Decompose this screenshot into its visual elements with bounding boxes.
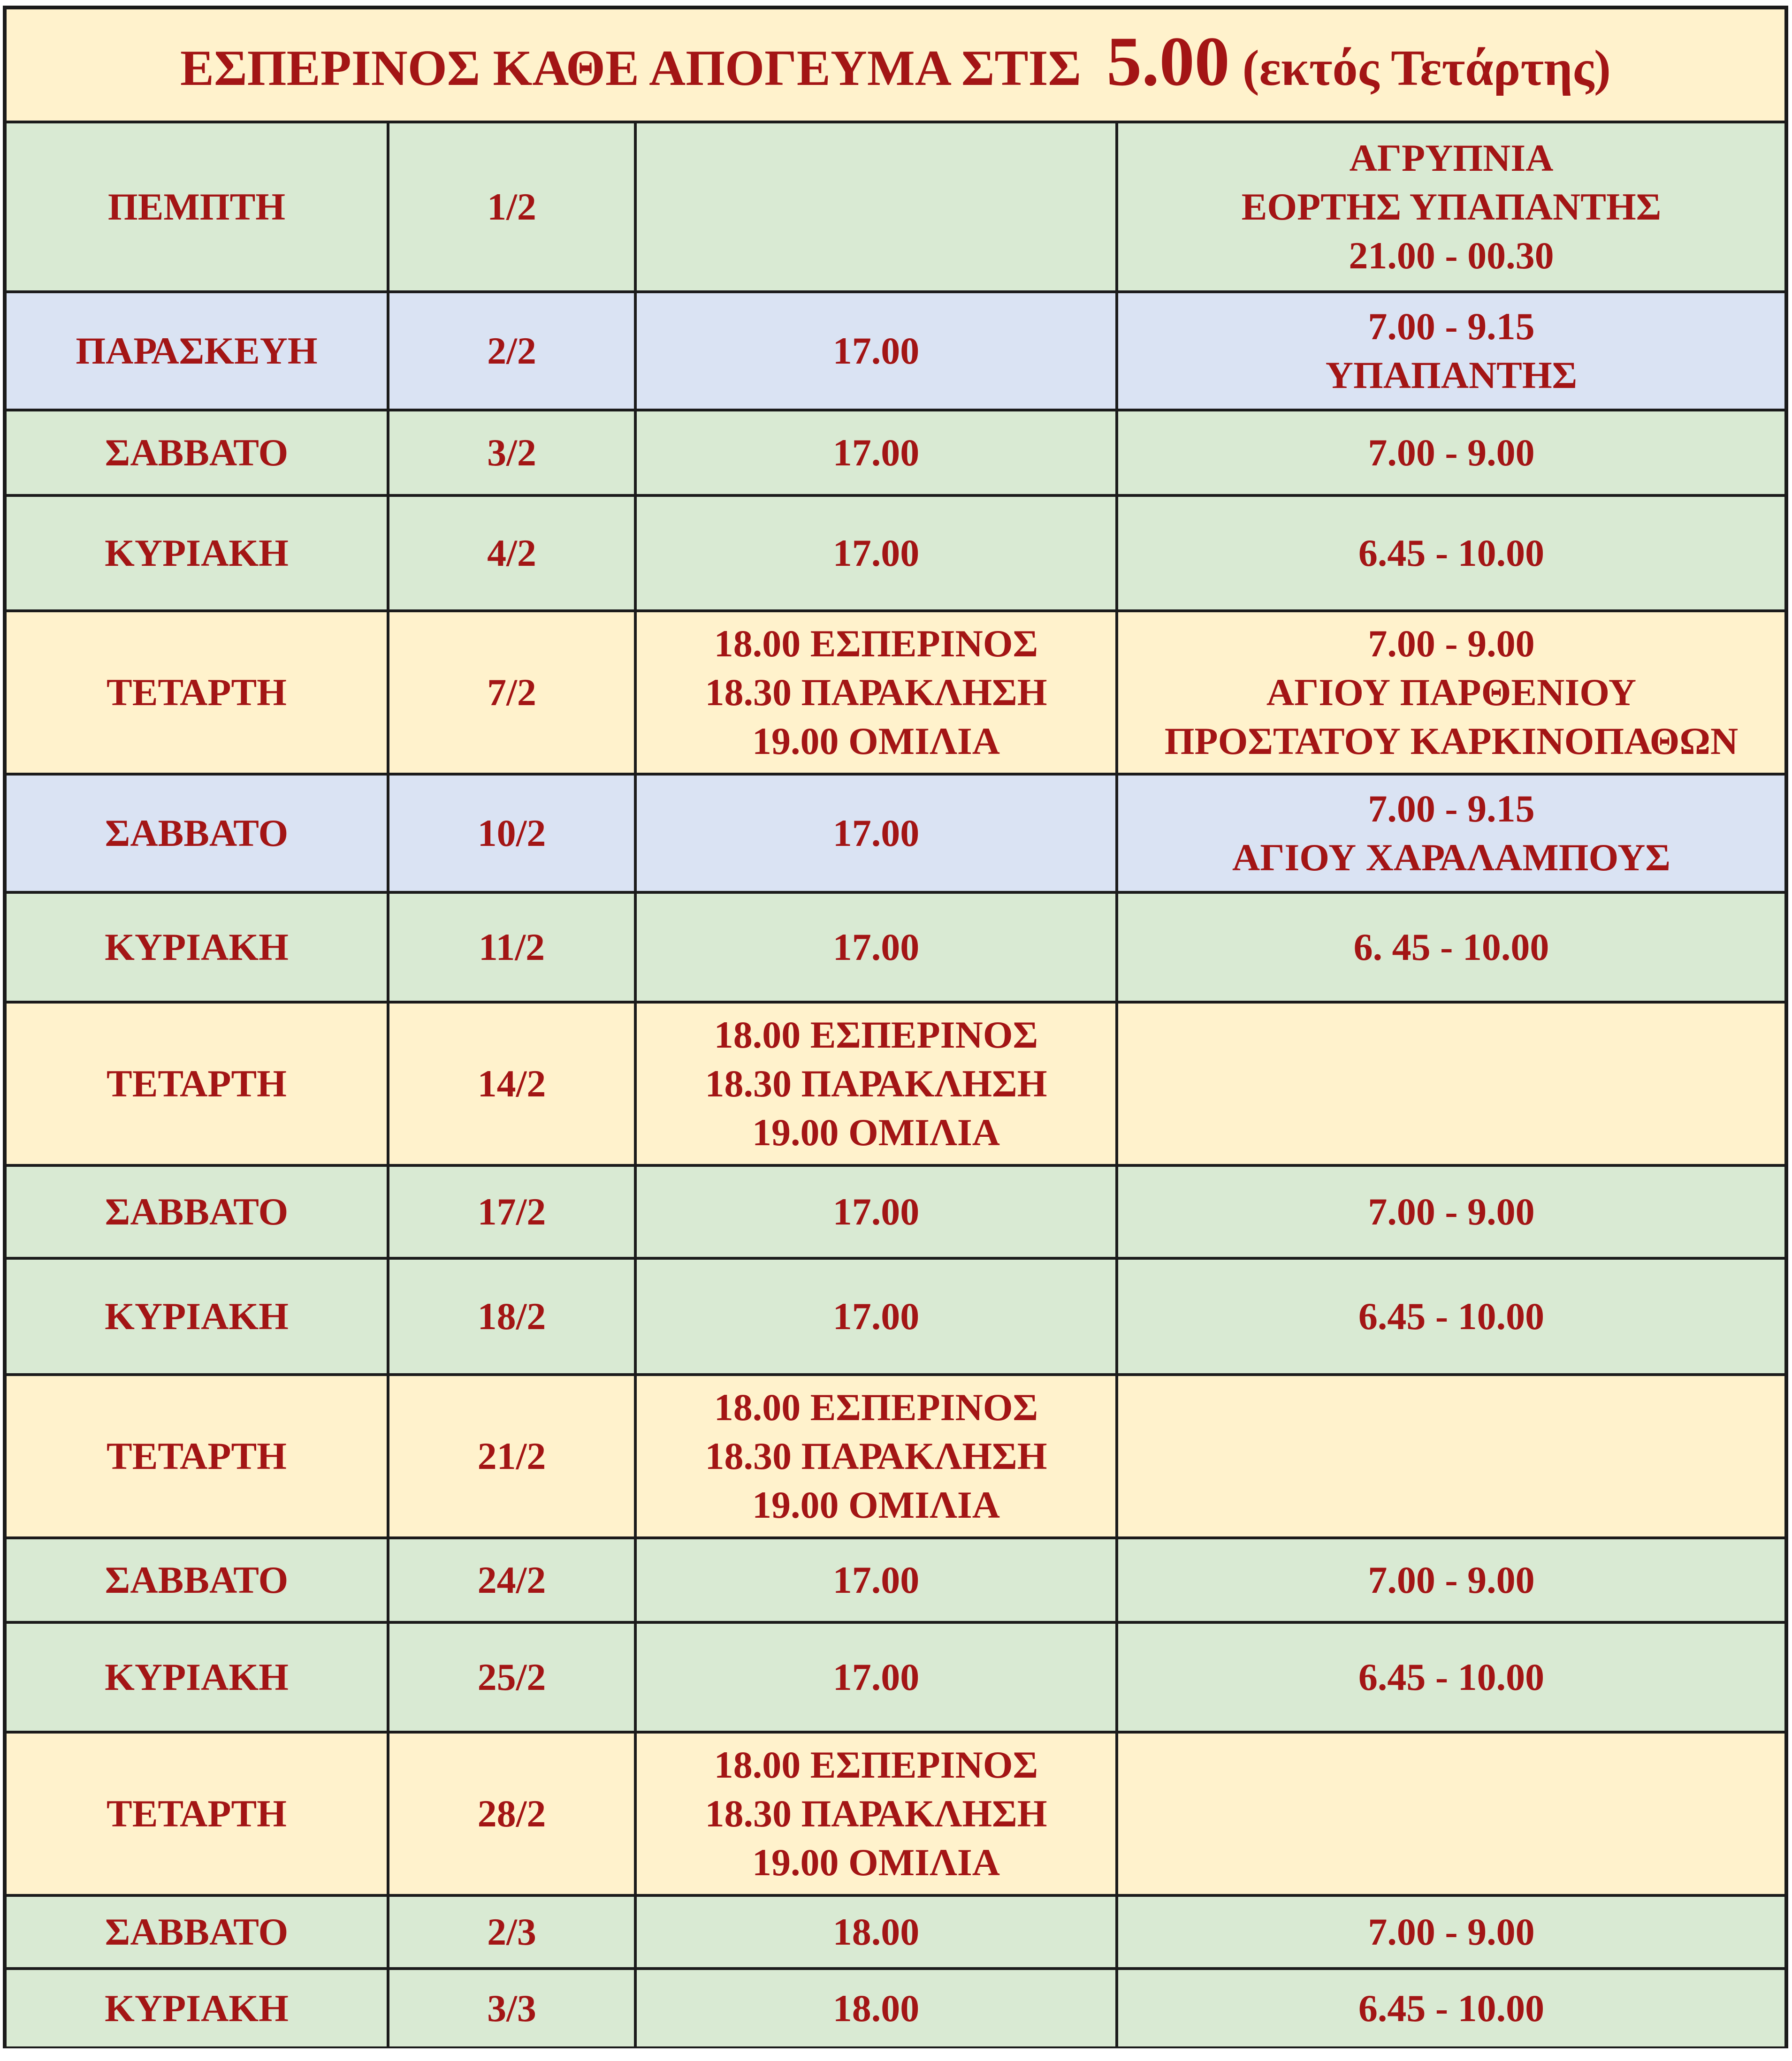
morning-cell — [1117, 1732, 1784, 1895]
morning-cell — [1117, 122, 1784, 292]
evening-line: 18.00 ΕΣΠΕΡΙΝΟΣ — [714, 1013, 1038, 1056]
morning-cell — [1117, 1538, 1784, 1622]
evening-line: 17.00 — [832, 1190, 920, 1233]
morning-line: 7.00 - 9.00 — [1368, 1910, 1535, 1953]
evening-line: 17.00 — [832, 431, 920, 474]
morning-cell — [1117, 495, 1784, 611]
table-row — [7, 122, 1784, 292]
evening-line: 17.00 — [832, 1559, 920, 1601]
title-time: 5.00 — [1106, 23, 1230, 100]
evening-line: 18.30 ΠΑΡΑΚΛΗΣΗ — [705, 1435, 1047, 1477]
date-cell: 17/2 — [388, 1165, 635, 1258]
evening-cell — [635, 1258, 1117, 1375]
day-cell: ΣΑΒΒΑΤΟ — [7, 1895, 388, 1969]
evening-cell — [635, 1165, 1117, 1258]
date-cell: 2/2 — [388, 292, 635, 410]
morning-cell — [1117, 1002, 1784, 1165]
evening-cell — [635, 1895, 1117, 1969]
morning-line: ΥΠΑΠΑΝΤΗΣ — [1325, 354, 1578, 396]
evening-line: 18.00 ΕΣΠΕΡΙΝΟΣ — [714, 1386, 1038, 1429]
date-cell: 11/2 — [388, 892, 635, 1002]
evening-line: 17.00 — [832, 329, 920, 372]
evening-line: 17.00 — [832, 812, 920, 854]
day-cell: ΠΑΡΑΣΚΕΥΗ — [7, 292, 388, 410]
evening-line: 17.00 — [832, 532, 920, 574]
evening-cell — [635, 1538, 1117, 1622]
morning-cell — [1117, 410, 1784, 495]
day-cell: ΤΕΤΑΡΤΗ — [7, 611, 388, 774]
evening-line: 18.30 ΠΑΡΑΚΛΗΣΗ — [705, 671, 1047, 714]
evening-cell — [635, 1732, 1117, 1895]
page-title — [7, 9, 1784, 122]
morning-line: 6.45 - 10.00 — [1358, 1656, 1545, 1698]
evening-line: 19.00 ΟΜΙΛΙΑ — [752, 1841, 1000, 1884]
morning-line: ΑΓΙΟΥ ΧΑΡΑΛΑΜΠΟΥΣ — [1232, 836, 1671, 879]
morning-line: ΠΡΟΣΤΑΤΟΥ ΚΑΡΚΙΝΟΠΑΘΩΝ — [1164, 720, 1739, 762]
title-row — [7, 9, 1784, 122]
day-cell: ΚΥΡΙΑΚΗ — [7, 892, 388, 1002]
date-cell: 7/2 — [388, 611, 635, 774]
morning-line: 7.00 - 9.15 — [1368, 787, 1535, 830]
morning-cell — [1117, 1895, 1784, 1969]
day-cell: ΚΥΡΙΑΚΗ — [7, 495, 388, 611]
table-row — [7, 292, 1784, 410]
day-cell: ΚΥΡΙΑΚΗ — [7, 1969, 388, 2046]
table-row — [7, 892, 1784, 1002]
morning-line: ΕΟΡΤΗΣ ΥΠΑΠΑΝΤΗΣ — [1241, 185, 1662, 228]
schedule-table — [7, 9, 1784, 2046]
evening-cell — [635, 1002, 1117, 1165]
day-cell: ΣΑΒΒΑΤΟ — [7, 774, 388, 892]
evening-line: 17.00 — [832, 1656, 920, 1698]
date-cell: 21/2 — [388, 1375, 635, 1538]
table-row — [7, 1622, 1784, 1732]
morning-line: 7.00 - 9.00 — [1368, 431, 1535, 474]
date-cell: 14/2 — [388, 1002, 635, 1165]
date-cell: 1/2 — [388, 122, 635, 292]
morning-line: 7.00 - 9.00 — [1368, 1559, 1535, 1601]
evening-line: 18.30 ΠΑΡΑΚΛΗΣΗ — [705, 1062, 1047, 1105]
morning-cell — [1117, 1622, 1784, 1732]
table-row — [7, 495, 1784, 611]
title-prefix: ΕΣΠΕΡΙΝΟΣ ΚΑΘΕ ΑΠΟΓΕΥΜΑ ΣΤΙΣ — [180, 40, 1082, 96]
day-cell: ΣΑΒΒΑΤΟ — [7, 410, 388, 495]
day-cell: ΤΕΤΑΡΤΗ — [7, 1732, 388, 1895]
morning-cell — [1117, 774, 1784, 892]
morning-line: 6.45 - 10.00 — [1358, 1295, 1545, 1338]
table-row — [7, 1258, 1784, 1375]
evening-line: 18.00 — [832, 1986, 920, 2030]
date-cell: 2/3 — [388, 1895, 635, 1969]
evening-cell — [635, 1622, 1117, 1732]
morning-cell — [1117, 1165, 1784, 1258]
morning-line: 7.00 - 9.15 — [1368, 305, 1535, 348]
evening-line: 17.00 — [832, 926, 920, 968]
table-row — [7, 1732, 1784, 1895]
table-row — [7, 1002, 1784, 1165]
table-row — [7, 1969, 1784, 2046]
table-row — [7, 1895, 1784, 1969]
day-cell: ΣΑΒΒΑΤΟ — [7, 1538, 388, 1622]
evening-cell — [635, 1969, 1117, 2046]
date-cell: 3/3 — [388, 1969, 635, 2046]
table-row — [7, 774, 1784, 892]
evening-line: 18.30 ΠΑΡΑΚΛΗΣΗ — [705, 1792, 1047, 1835]
morning-cell — [1117, 611, 1784, 774]
morning-cell — [1117, 1258, 1784, 1375]
day-cell: ΣΑΒΒΑΤΟ — [7, 1165, 388, 1258]
day-cell: ΤΕΤΑΡΤΗ — [7, 1002, 388, 1165]
morning-line: 6.45 - 10.00 — [1358, 1986, 1545, 2030]
table-row — [7, 1538, 1784, 1622]
morning-line: 6.45 - 10.00 — [1358, 532, 1545, 574]
day-cell: ΚΥΡΙΑΚΗ — [7, 1258, 388, 1375]
morning-line: ΑΓΙΟΥ ΠΑΡΘΕΝΙΟΥ — [1266, 671, 1637, 714]
table-row — [7, 410, 1784, 495]
evening-line: 18.00 ΕΣΠΕΡΙΝΟΣ — [714, 622, 1038, 665]
morning-cell — [1117, 1375, 1784, 1538]
morning-line: 21.00 - 00.30 — [1349, 234, 1554, 277]
day-cell: ΚΥΡΙΑΚΗ — [7, 1622, 388, 1732]
date-cell: 18/2 — [388, 1258, 635, 1375]
evening-cell — [635, 495, 1117, 611]
date-cell: 25/2 — [388, 1622, 635, 1732]
date-cell: 4/2 — [388, 495, 635, 611]
evening-line: 19.00 ΟΜΙΛΙΑ — [752, 1111, 1000, 1154]
morning-cell — [1117, 292, 1784, 410]
evening-line: 18.00 — [832, 1910, 920, 1953]
morning-line: 6. 45 - 10.00 — [1353, 926, 1549, 968]
evening-cell — [635, 611, 1117, 774]
evening-line: 18.00 ΕΣΠΕΡΙΝΟΣ — [714, 1743, 1038, 1786]
evening-line: 19.00 ΟΜΙΛΙΑ — [752, 1483, 1000, 1526]
date-cell: 10/2 — [388, 774, 635, 892]
table-row — [7, 1165, 1784, 1258]
evening-cell — [635, 292, 1117, 410]
title-suffix: (εκτός Τετάρτης) — [1242, 40, 1611, 96]
date-cell: 28/2 — [388, 1732, 635, 1895]
morning-line: 7.00 - 9.00 — [1368, 1190, 1535, 1233]
table-row — [7, 1375, 1784, 1538]
day-cell: ΠΕΜΠΤΗ — [7, 122, 388, 292]
evening-cell — [635, 410, 1117, 495]
day-cell: ΤΕΤΑΡΤΗ — [7, 1375, 388, 1538]
morning-line: 7.00 - 9.00 — [1368, 622, 1535, 665]
evening-cell — [635, 122, 1117, 292]
evening-cell — [635, 1375, 1117, 1538]
evening-line: 19.00 ΟΜΙΛΙΑ — [752, 720, 1000, 762]
date-cell: 3/2 — [388, 410, 635, 495]
morning-line: ΑΓΡΥΠΝΙΑ — [1349, 137, 1554, 179]
morning-cell — [1117, 1969, 1784, 2046]
date-cell: 24/2 — [388, 1538, 635, 1622]
evening-cell — [635, 774, 1117, 892]
table-row — [7, 611, 1784, 774]
morning-cell — [1117, 892, 1784, 1002]
evening-cell — [635, 892, 1117, 1002]
schedule-sheet — [3, 6, 1788, 2048]
evening-line: 17.00 — [832, 1295, 920, 1338]
